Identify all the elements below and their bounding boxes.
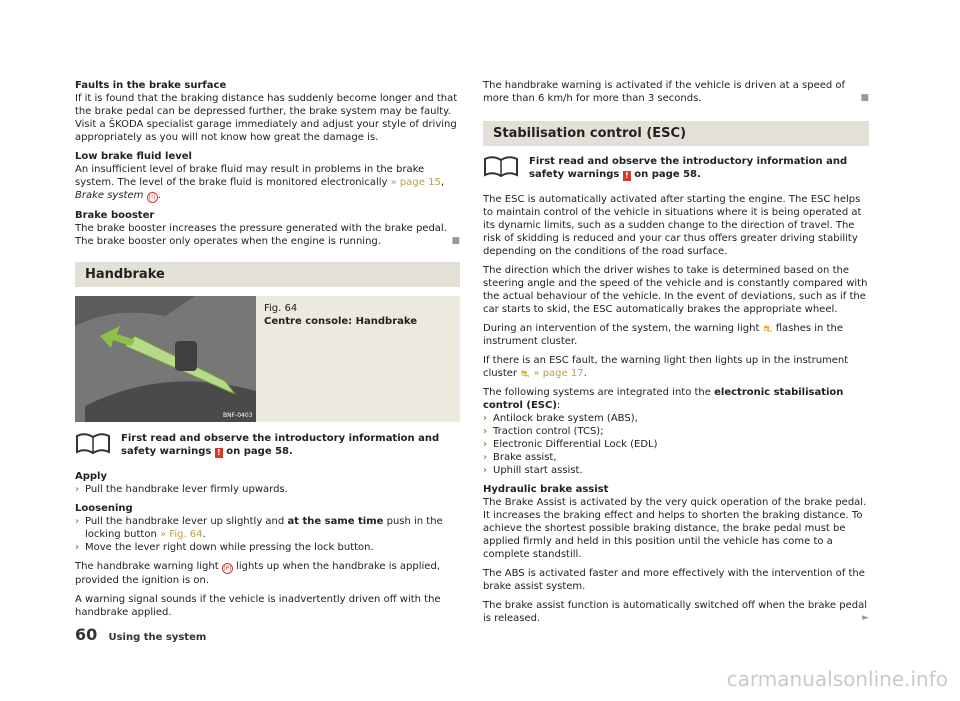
read-first-page-ref[interactable]: on page 58.	[226, 446, 293, 457]
esc-p3-text-b: flashes in the instrument cluster.	[483, 323, 843, 347]
hb-warning-text: The handbrake warning is activated if the vehicle is driven at a speed of more than 6 km/h for more than 3 seconds.	[483, 80, 846, 104]
page-15-link[interactable]: » page 15	[390, 177, 441, 188]
apply-list	[75, 483, 460, 496]
systems-list	[483, 412, 869, 477]
warnlight-text-a: The handbrake warning light	[75, 561, 219, 572]
left-column	[75, 79, 460, 625]
read-first-text: First read and observe the introductory information and safety warnings	[529, 156, 848, 180]
chevron-icon: ›	[483, 439, 488, 450]
fluid-paragraph: Low brake fluid level An insufficient level of brake fluid may result in problems in the brake system. The level of the brake fluid is monitored electronically » page 15, Brake system (!) .	[75, 151, 444, 201]
system-item-text: Traction control (TCS);	[493, 426, 604, 437]
system-item-text: Electronic Differential Lock (EDL)	[493, 439, 658, 450]
list-item	[483, 464, 869, 477]
end-square-icon: ■	[860, 93, 869, 103]
brake-system-term: Brake system	[75, 190, 144, 201]
fluid-text: An insufficient level of brake fluid may result in problems in the brake system. The level of the brake fluid is monitored electronically	[75, 164, 425, 188]
esc-paragraph-3	[483, 322, 869, 348]
read-first-page-ref[interactable]: on page 58.	[634, 169, 701, 180]
faults-title: Faults in the brake surface	[75, 80, 227, 91]
system-item-text: Uphill start assist.	[493, 465, 583, 476]
handbrake-image	[75, 296, 256, 422]
apply-item-text: Pull the handbrake lever firmly upwards.	[85, 484, 288, 495]
warning-icon: !	[215, 448, 223, 458]
end-square-icon: ■	[451, 236, 460, 246]
brake-warning-light-icon: (!)	[148, 194, 156, 201]
fluid-title: Low brake fluid level	[75, 151, 192, 162]
esc-paragraph-5: The following systems are integrated into the electronic stabilisation control (ESC):	[483, 387, 844, 411]
off-paragraph	[483, 599, 869, 625]
figure-code: BNF-0403	[223, 412, 253, 419]
loosening-list	[75, 515, 460, 554]
list-item	[483, 425, 869, 438]
hba-paragraph	[483, 483, 869, 561]
esc-heading: Stabilisation control (ESC)	[483, 121, 869, 146]
list-item: › Pull the handbrake lever up slightly and at the same time push in the locking button » Fig. 64.	[75, 516, 443, 540]
list-item	[483, 451, 869, 464]
system-item-text: Brake assist,	[493, 452, 557, 463]
chevron-icon: ›	[75, 516, 80, 527]
list-item	[75, 483, 460, 496]
open-book-icon	[483, 155, 519, 177]
warning-light-paragraph	[75, 560, 460, 587]
page-number: 60	[75, 625, 98, 644]
system-item-text: Antilock brake system (ABS),	[493, 413, 638, 424]
hba-title: Hydraulic brake assist	[483, 484, 609, 495]
watermark: carmanualsonline.info	[726, 667, 948, 691]
read-first-text: First read and observe the introductory information and safety warnings	[121, 433, 440, 457]
esc-p5-text-a: The following systems are integrated into the	[483, 387, 711, 398]
warning-icon: !	[623, 171, 631, 181]
chevron-icon: ›	[483, 413, 488, 424]
handbrake-illustration	[75, 296, 256, 422]
list-item	[483, 438, 869, 451]
footer-section: Using the system	[108, 632, 207, 643]
booster-text: The brake booster increases the pressure generated with the brake pedal. The brake booster only operates when the engine is running.	[75, 223, 447, 247]
chevron-icon: ›	[483, 426, 488, 437]
handbrake-warning-light-icon: (P)	[223, 565, 232, 572]
apply-title: Apply	[75, 471, 108, 482]
off-text: The brake assist function is automatically switched off when the brake pedal is released.	[483, 600, 867, 624]
list-item	[75, 541, 460, 554]
chevron-icon: ›	[75, 484, 80, 495]
esc-warning-light-icon: ⛐	[520, 369, 530, 380]
booster-title: Brake booster	[75, 210, 155, 221]
figure-caption-box	[256, 296, 460, 422]
loosen-text-c: push in the locking button	[85, 516, 443, 540]
loosen-item-2: Move the lever right down while pressing the lock button.	[85, 542, 374, 553]
warnlight-text-b: lights up when the handbrake is applied, provided the ignition is on.	[75, 561, 440, 586]
esc-p4-text: If there is an ESC fault, the warning light then lights up in the instrument cluster	[483, 355, 849, 379]
fig-64-link[interactable]: » Fig. 64	[160, 529, 203, 540]
read-first-notice	[75, 432, 460, 458]
esc-warning-light-icon: ⛐	[763, 324, 772, 335]
esc-p5-text-bold: electronic stabilisation control (ESC)	[483, 387, 844, 411]
figure-64	[75, 296, 460, 422]
handbrake-heading: Handbrake	[75, 262, 460, 287]
hba-text: The Brake Assist is activated by the very quick operation of the brake pedal. It increases the braking effect and helps to shorten the braking distance. To achieve the shortest possible braking distance, the brake pedal must be applied firmly and held in this position until the vehicle has come to a complete standstill.	[483, 497, 867, 560]
loosen-text-a: Pull the handbrake lever up slightly and	[85, 516, 285, 527]
right-column	[483, 79, 869, 631]
chevron-icon: ›	[483, 452, 488, 463]
hb-warning-paragraph	[483, 79, 869, 105]
esc-p3-text-a: During an intervention of the system, the warning light	[483, 323, 760, 334]
chevron-icon: ›	[75, 542, 80, 553]
page-footer	[75, 625, 207, 644]
faults-paragraph	[75, 79, 460, 144]
list-item	[483, 412, 869, 425]
faults-text: If it is found that the braking distance has suddenly become longer and that the brake pedal can be depressed further, the brake system may be faulty. Visit a ŠKODA specialist garage immediately and adjust your style of driving appropriately as you will not know how great the damage is.	[75, 93, 458, 143]
read-first-notice	[483, 155, 869, 181]
fluid-comma: ,	[440, 177, 444, 188]
open-book-icon	[75, 432, 111, 454]
esc-paragraph-4: If there is an ESC fault, the warning light then lights up in the instrument cluster ⛐ » page 17.	[483, 355, 849, 380]
signal-paragraph: A warning signal sounds if the vehicle is inadvertently driven off with the handbrake applied.	[75, 594, 441, 618]
abs-paragraph: The ABS is activated faster and more effectively with the intervention of the brake assist system.	[483, 568, 865, 592]
figure-caption: Centre console: Handbrake	[264, 316, 418, 327]
esc-paragraph-1: The ESC is automatically activated after starting the engine. The ESC helps to maintain control of the vehicle in situations where it is being operated at its dynamic limits, such as a sudden change to the direction of travel. The risk of skidding is reduced and your car thus offers greater driving stability depending on the conditions of the road surface.	[483, 194, 862, 257]
page-17-link[interactable]: » page 17	[533, 368, 584, 379]
chevron-icon: ›	[483, 465, 488, 476]
booster-paragraph	[75, 209, 460, 248]
esc-paragraph-2: The direction which the driver wishes to take is determined based on the steering angle and the speed of the vehicle and is constantly compared with the actual behaviour of the vehicle. In the event of deviations, such as if the car starts to skid, the ESC automatically brakes the appropriate wheel.	[483, 265, 868, 315]
figure-number: Fig. 64	[264, 303, 298, 314]
loosen-text-bold: at the same time	[287, 516, 384, 527]
continue-triangle-icon: ►	[862, 613, 869, 623]
loosening-title: Loosening	[75, 503, 133, 514]
